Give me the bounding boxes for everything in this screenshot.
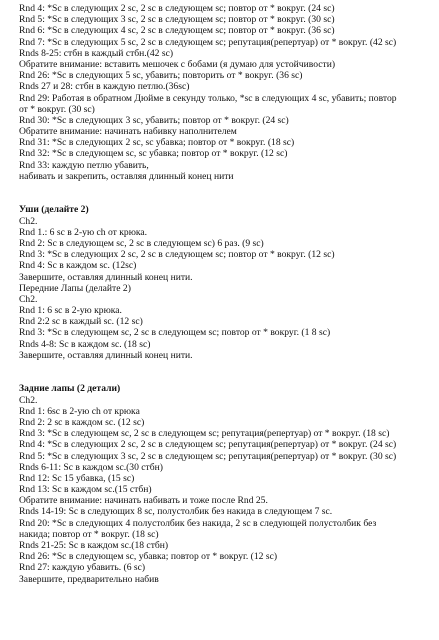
instruction-line: Rnd 5: *Sc в следующих 3 sc, 2 sc в следующем sc; репутация(репертуар) от * вокруг. (30 sc) (19, 450, 397, 462)
instruction-line: Rnd 6: *Sc в следующих 4 sc, 2 sc в следующем sc; повтор от * вокруг. (36 sc) (19, 25, 335, 37)
instruction-line: Rnd 1: 6 sc в 2-ую крюка. (19, 305, 122, 317)
instruction-line: Rnd 26: *Sc в следующем sc, убавка; повтор от * вокруг. (12 sc) (19, 551, 278, 563)
instruction-line: Rnd 13: Sc в каждом sc.(15 стбн) (19, 484, 152, 496)
instruction-line: Rnds 8-25: стбн в каждый стбн.(42 sc) (19, 47, 174, 59)
instruction-line: Ch2. (19, 394, 38, 406)
instruction-line: Ch2. (19, 215, 38, 227)
instruction-line: от * вокруг. (30 sc) (19, 103, 95, 115)
instruction-line: Rnd 4: Sc в каждом sc. (12sc) (19, 260, 137, 272)
instruction-line: Rnd 4: *Sc в следующих 2 sc, 2 sc в следующем sc; репутация(репертуар) от * вокруг. (24 sc) (19, 439, 397, 451)
instruction-line: Rnd 2:2 sc в каждый sc. (12 sc) (19, 316, 143, 328)
instruction-line: Завершите, предварительно набив (19, 573, 159, 585)
instruction-line: Rnd 26: *Sc в следующих 5 sc, убавить; повторить от * вокруг. (36 sc) (19, 70, 303, 82)
instruction-line: Rnds 21-25: Sc в каждом sc.(18 стбн) (19, 540, 169, 552)
body-instructions (19, 3, 433, 182)
section-spacer (19, 361, 433, 383)
instruction-line: Rnd 1.: 6 sc в 2-ую ch от крюка. (19, 226, 148, 238)
instruction-line: Rnd 3: *Sc в следующем sc, 2 sc в следующем sc; репутация(репертуар) от * вокруг. (18 sc) (19, 428, 390, 440)
hind-legs-section (19, 383, 433, 584)
instruction-line: набивать и закрепить, оставляя длинный конец нити (19, 170, 234, 182)
instruction-line: Rnd 2: 2 sc в каждом sc. (12 sc) (19, 416, 145, 428)
instruction-line: Rnds 4-8: Sc в каждом sc. (18 sc) (19, 338, 151, 350)
instruction-line: Rnd 3: *Sc в следующем sc, 2 sc в следующем sc; повтор от * вокруг. (1 8 sc) (19, 327, 331, 339)
instruction-line: Rnd 30: *Sc в следующих 3 sc, убавить; повтор от * вокруг. (24 sc) (19, 114, 289, 126)
section-spacer (19, 182, 433, 204)
ears-heading: Уши (делайте 2) (19, 204, 89, 216)
instruction-line: Rnd 12: Sc 15 убавка, (15 sc) (19, 472, 135, 484)
instruction-line: Rnd 20: *Sc в следующих 4 полустолбик без накида, 2 sc в следующей полустолбик без (19, 517, 377, 529)
instruction-line: Rnd 3: *Sc в следующих 2 sc, 2 sc в следующем sc; повтор от * вокруг. (12 sc) (19, 249, 335, 261)
instruction-line: Rnd 7: *Sc в следующих 5 sc, 2 sc в следующем sc; репутация(репертуар) от * вокруг. (42 sc) (19, 36, 397, 48)
instruction-line: Rnd 31: *Sc в следующих 2 sc, sc убавка; повтор от * вокруг. (18 sc) (19, 137, 295, 149)
instruction-line: Rnds 27 и 28: стбн в каждую петлю.(36sc) (19, 81, 190, 93)
instruction-line: Rnd 32: *Sc в следующем sc, sc убавка; повтор от * вокруг. (12 sc) (19, 148, 288, 160)
instruction-line: Обратите внимание: вставить мешочек с бобами (я думаю для устойчивости) (19, 58, 336, 70)
instruction-line: Завершите, оставляя длинный конец нити. (19, 271, 193, 283)
instruction-line: Rnd 5: *Sc в следующих 3 sc, 2 sc в следующем sc; повтор от * вокруг. (30 sc) (19, 14, 335, 26)
instruction-line: Rnd 33: каждую петлю убавить, (19, 159, 149, 171)
instruction-line: Rnd 27: каждую убавить. (6 sc) (19, 562, 146, 574)
instruction-line: Обратите внимание: начинать набивку наполнителем (19, 126, 237, 138)
hind-legs-heading: Задние лапы (2 детали) (19, 383, 121, 395)
instruction-line: Rnds 6-11: Sc в каждом sc.(30 стбн) (19, 461, 163, 473)
ears-section (19, 204, 433, 361)
front-paws-subheading: Передние Лапы (делайте 2) (19, 282, 131, 294)
instruction-line: Rnd 4: *Sc в следующих 2 sc, 2 sc в следующем sc; повтор от * вокруг. (24 sc) (19, 3, 335, 14)
instruction-line: Rnd 2: Sc в следующем sc, 2 sc в следующем sc) 6 раз. (9 sc) (19, 237, 264, 249)
instruction-line: Обратите внимание: начинать набивать и тоже после Rnd 25. (19, 495, 268, 507)
instruction-line: Rnd 29: Работая в обратном Дюйме в секунду только, *sc в следующих 4 sc, убавить; повтор (19, 92, 397, 104)
instruction-line: накида; повтор от * вокруг. (18 sc) (19, 528, 159, 540)
instruction-line: Завершите, оставляя длинный конец нити. (19, 349, 193, 361)
instruction-line: Rnds 14-19: Sc в следующих 8 sc, полустолбик без накида в следующем 7 sc. (19, 506, 333, 518)
instruction-line: Ch2. (19, 293, 38, 305)
instruction-line: Rnd 1: 6sc в 2-ую ch от крюка (19, 405, 140, 417)
